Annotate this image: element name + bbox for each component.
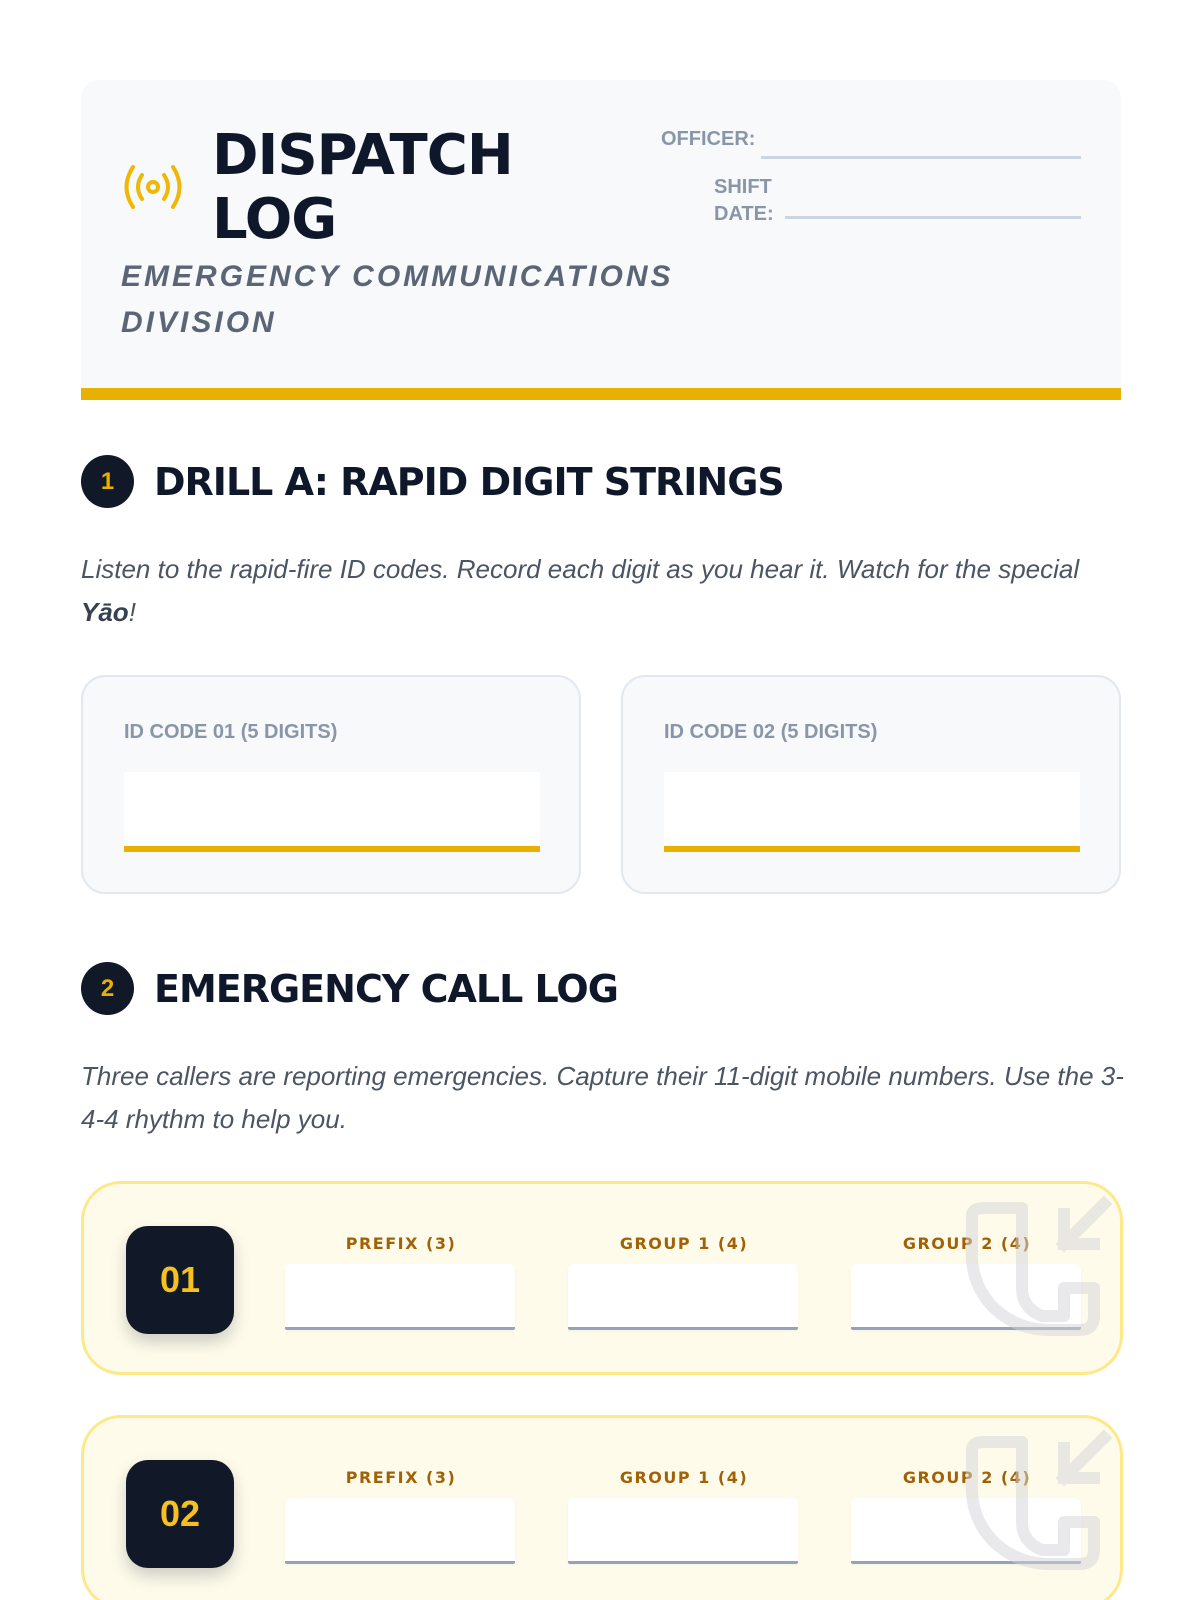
- group2-label: GROUP 2 (4): [902, 1234, 1032, 1253]
- id-code-label: ID CODE 02 (5 DIGITS): [664, 721, 878, 743]
- yao-emphasis: Yāo: [81, 597, 129, 627]
- group2-input[interactable]: [851, 1498, 1081, 1564]
- group1-field: [568, 1232, 800, 1330]
- group1-input[interactable]: [568, 1498, 798, 1564]
- section-title: DRILL A: RAPID DIGIT STRINGS: [154, 460, 784, 504]
- id-code-label: ID CODE 01 (5 DIGITS): [124, 721, 338, 743]
- officer-field[interactable]: [661, 128, 1081, 162]
- group1-input[interactable]: [568, 1264, 798, 1330]
- section-title: EMERGENCY CALL LOG: [154, 967, 618, 1011]
- id-code-02-input[interactable]: [664, 772, 1080, 852]
- drill-a-instructions: Listen to the rapid-fire ID codes. Record each digit as you hear it. Watch for the special Yāo!: [81, 554, 1080, 627]
- shift-date-line[interactable]: [785, 216, 1081, 219]
- group2-field: [851, 1466, 1083, 1564]
- prefix-field: [285, 1232, 517, 1330]
- call-card-02: [81, 1415, 1123, 1600]
- group2-label: GROUP 2 (4): [902, 1468, 1032, 1487]
- prefix-input[interactable]: [285, 1498, 515, 1564]
- group2-field: [851, 1232, 1083, 1330]
- group1-field: [568, 1466, 800, 1564]
- group2-input[interactable]: [851, 1264, 1081, 1330]
- prefix-label: PREFIX (3): [345, 1234, 457, 1253]
- header-card: [81, 80, 1121, 400]
- call-number-badge: 02: [126, 1460, 234, 1568]
- id-code-01-input[interactable]: [124, 772, 540, 852]
- officer-line[interactable]: [761, 156, 1081, 159]
- group1-label: GROUP 1 (4): [619, 1234, 749, 1253]
- radio-broadcast-icon: [121, 163, 185, 211]
- shift-date-label: SHIFT DATE:: [714, 176, 774, 225]
- section-number-badge: 1: [81, 455, 134, 508]
- section-number-badge: 2: [81, 962, 134, 1015]
- division-subtitle: EMERGENCY COMMUNICATIONS DIVISION: [121, 260, 674, 339]
- call-number-badge: 01: [126, 1226, 234, 1334]
- prefix-input[interactable]: [285, 1264, 515, 1330]
- group1-label: GROUP 1 (4): [619, 1468, 749, 1487]
- call-log-instructions: Three callers are reporting emergencies. Capture their 11-digit mobile numbers. Use the 3-4-4 rhythm to help you.: [81, 1061, 1124, 1134]
- prefix-label: PREFIX (3): [345, 1468, 457, 1487]
- call-card-01: [81, 1181, 1123, 1375]
- officer-label: OFFICER:: [661, 128, 756, 150]
- page-title: DISPATCH LOG: [212, 123, 513, 252]
- id-code-card-02: [621, 675, 1121, 894]
- prefix-field: [285, 1466, 517, 1564]
- id-code-card-01: [81, 675, 581, 894]
